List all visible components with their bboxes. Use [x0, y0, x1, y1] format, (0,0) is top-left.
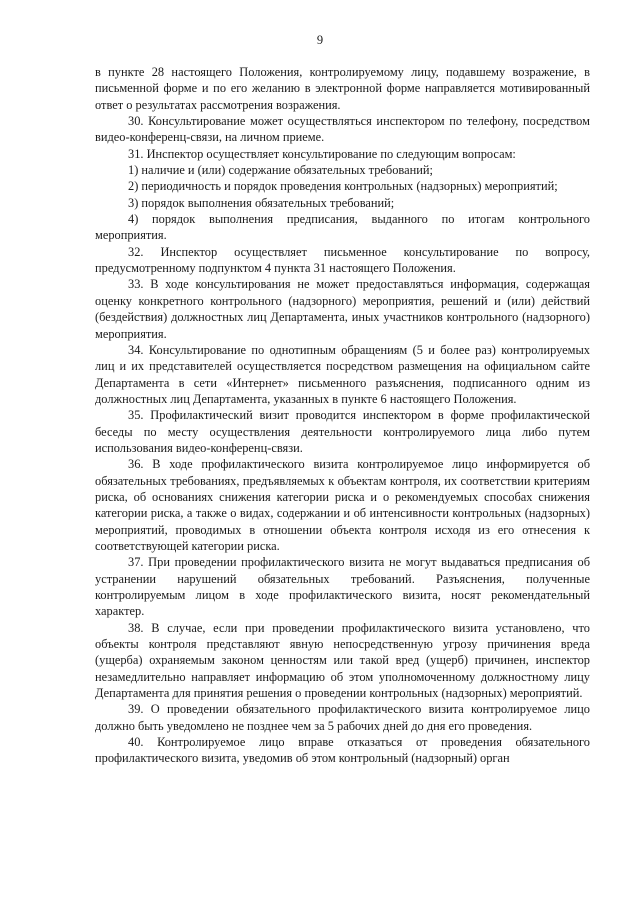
- paragraph-31: 31. Инспектор осуществляет консультирование по следующим вопросам:: [128, 146, 516, 161]
- paragraph-37: 37. При проведении профилактического визита не могут выдаваться предписания об устранении нарушений обязательных требований. Разъяснения, полученные контролируемым лицом в ходе профилактического визита, носят рекомендательный характер.: [95, 555, 590, 619]
- document-body: [95, 64, 590, 767]
- paragraph-35: 35. Профилактический визит проводится инспектором в форме профилактической беседы по месту осуществления деятельности контролируемого лица либо путем использования видео-конференц-связи.: [95, 408, 590, 455]
- paragraph-30: 30. Консультирование может осуществляться инспектором по телефону, посредством видео-конференц-связи, на личном приеме.: [95, 114, 590, 145]
- paragraph-38: 38. В случае, если при проведении профилактического визита установлено, что объекты контроля представляют явную непосредственную угрозу причинения вреда (ущерба) охраняемым законом ценностям или такой вред (ущерб) причинен, инспектор незамедлительно направляет информацию об этом уполномоченному должностному лицу Департамента для принятия решения о проведении контрольных (надзорных) мероприятий.: [95, 620, 590, 701]
- page-number: 9: [316, 33, 324, 47]
- paragraph-29-continuation: в пункте 28 настоящего Положения, контролируемому лицу, подавшему возражение, в письменной форме и по его желанию в электронной форме направляется мотивированный ответ о результатах рассмотрения возражения.: [95, 65, 590, 112]
- paragraph-36: 36. В ходе профилактического визита контролируемое лицо информируется об обязательных требованиях, предъявляемых к объектам контроля, их соответствии критериям риска, об основаниях снижения категории риска и о рекомендуемых способах снижения категории риска, а также о видах, содержании и об интенсивности контрольных (надзорных) мероприятий, проводимых в отношении объекта контроля исходя из его отнесения к соответствующей категории риска.: [95, 457, 590, 553]
- paragraph-31-item-4: 4) порядок выполнения предписания, выданного по итогам контрольного мероприятия.: [95, 212, 590, 243]
- paragraph-39: 39. О проведении обязательного профилактического визита контролируемое лицо должно быть уведомлено не позднее чем за 5 рабочих дней до дня его проведения.: [95, 702, 590, 733]
- paragraph-40: 40. Контролируемое лицо вправе отказаться от проведения обязательного профилактического визита, уведомив об этом контрольный (надзорный) орган: [95, 735, 590, 766]
- paragraph-31-item-3: 3) порядок выполнения обязательных требований;: [128, 195, 395, 210]
- paragraph-32: 32. Инспектор осуществляет письменное консультирование по вопросу, предусмотренному подпунктом 4 пункта 31 настоящего Положения.: [95, 244, 590, 276]
- paragraph-31-item-2: 2) периодичность и порядок проведения контрольных (надзорных) мероприятий;: [128, 179, 558, 194]
- paragraph-34: 34. Консультирование по однотипным обращениям (5 и более раз) контролируемых лиц и их представителей осуществляется посредством размещения на официальном сайте Департамента в сети «Интернет» письменного разъяснения, подписанного одним из должностных лиц Департамента, указанных в пункте 6 настоящего Положения.: [95, 342, 590, 406]
- paragraph-33: 33. В ходе консультирования не может предоставляться информация, содержащая оценку конкретного контрольного (надзорного) мероприятия, решений и (или) действий (бездействия) должностных лиц Департамента, иных участников контрольного (надзорного) мероприятия.: [95, 277, 590, 341]
- paragraph-31-item-1: 1) наличие и (или) содержание обязательных требований;: [128, 163, 433, 178]
